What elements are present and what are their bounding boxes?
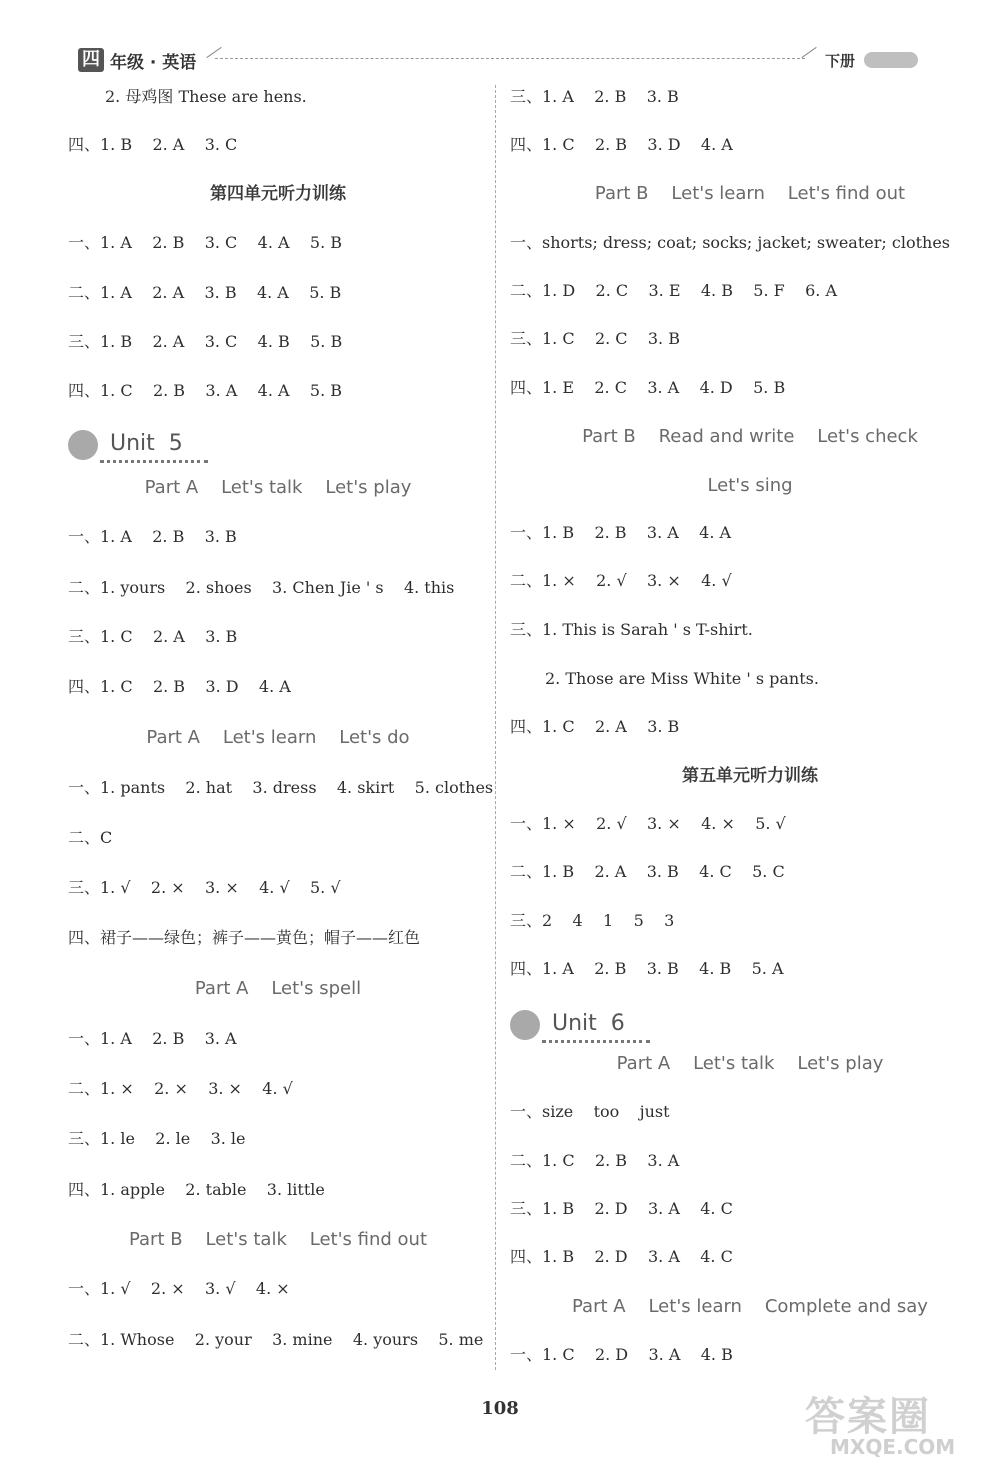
answer-line: 一、1. A 2. B 3. A (68, 1029, 237, 1048)
section-heading: 第五单元听力训练 (682, 766, 818, 786)
answer-line: 四、1. E 2. C 3. A 4. D 5. B (510, 378, 786, 397)
section-heading: Part A Let's learn Let's do (146, 727, 410, 748)
answer-line: 一、1. pants 2. hat 3. dress 4. skirt 5. clothes (68, 778, 494, 797)
section-heading: Let's sing (707, 475, 793, 496)
answer-line: 二、1. B 2. A 3. B 4. C 5. C (510, 862, 785, 881)
watermark (800, 1385, 970, 1465)
grade-subject-label: 年级 · 英语 (110, 53, 197, 73)
answer-line: 一、size too just (510, 1102, 670, 1121)
unit-disc-icon (510, 1010, 540, 1040)
answer-line: 四、1. C 2. B 3. A 4. A 5. B (68, 381, 343, 400)
answer-line: 四、1. A 2. B 3. B 4. B 5. A (510, 959, 784, 978)
edition-logo (864, 52, 918, 68)
unit-disc-icon (68, 430, 98, 460)
answer-line: 二、1. × 2. × 3. × 4. √ (68, 1079, 293, 1098)
answer-line: 四、1. B 2. A 3. C (68, 135, 238, 154)
answer-line: 一、1. × 2. √ 3. × 4. × 5. √ (510, 814, 786, 833)
section-heading: Part B Let's learn Let's find out (594, 183, 906, 204)
answer-line: 四、1. apple 2. table 3. little (68, 1180, 325, 1199)
column-divider (495, 85, 496, 1370)
watermark-url: MXQE.COM (830, 1435, 956, 1459)
answer-line: 三、1. √ 2. × 3. × 4. √ 5. √ (68, 878, 341, 897)
answer-line: 三、1. This is Sarah ' s T-shirt. (510, 620, 753, 639)
header-dashed-rule (215, 58, 805, 59)
section-heading: Part A Let's learn Complete and say (572, 1296, 928, 1317)
answer-line: 2. 母鸡图 These are hens. (105, 87, 307, 106)
answer-line: 四、裙子——绿色；裤子——黄色；帽子——红色 (68, 928, 421, 947)
unit-title-text: Unit 5 (110, 431, 183, 456)
answer-line: 二、1. A 2. A 3. B 4. A 5. B (68, 283, 342, 302)
answer-line: 四、1. C 2. B 3. D 4. A (510, 135, 733, 154)
section-heading: Part B Read and write Let's check (582, 426, 918, 447)
answer-line: 三、2 4 1 5 3 (510, 911, 675, 930)
answer-line: 三、1. A 2. B 3. B (510, 87, 679, 106)
answer-line: 二、1. yours 2. shoes 3. Chen Jie ' s 4. this (68, 578, 455, 597)
answer-line: 二、1. × 2. √ 3. × 4. √ (510, 571, 732, 590)
header-slash-right (801, 47, 816, 58)
grade-badge: 四 (78, 48, 104, 72)
volume-label: 下册 (825, 52, 856, 70)
answer-line: 一、1. A 2. B 3. B (68, 527, 237, 546)
answer-line: 四、1. B 2. D 3. A 4. C (510, 1247, 733, 1266)
answer-line: 2. Those are Miss White ' s pants. (545, 669, 819, 688)
answer-line: 一、1. B 2. B 3. A 4. A (510, 523, 732, 542)
header-slash-left (206, 47, 221, 58)
section-heading: 第四单元听力训练 (210, 184, 346, 204)
answer-line: 四、1. C 2. A 3. B (510, 717, 680, 736)
unit-dotted-underline (100, 460, 208, 463)
answer-line: 三、1. B 2. D 3. A 4. C (510, 1199, 733, 1218)
answer-line: 三、1. C 2. C 3. B (510, 329, 680, 348)
answer-line: 二、1. D 2. C 3. E 4. B 5. F 6. A (510, 281, 837, 300)
answer-line: 三、1. le 2. le 3. le (68, 1129, 246, 1148)
section-heading: Part A Let's talk Let's play (616, 1053, 884, 1074)
answer-line: 一、1. A 2. B 3. C 4. A 5. B (68, 233, 343, 252)
section-heading: Part B Let's talk Let's find out (128, 1229, 428, 1250)
page-header (0, 0, 1000, 80)
answer-line: 二、1. C 2. B 3. A (510, 1151, 680, 1170)
answer-line: 一、1. √ 2. × 3. √ 4. × (68, 1279, 290, 1298)
answer-line: 二、C (68, 828, 113, 847)
watermark-logo: 答案圈 (805, 1394, 931, 1440)
section-heading: Part A Let's talk Let's play (144, 477, 412, 498)
page-number: 108 (481, 1398, 519, 1419)
section-heading: Part A Let's spell (194, 978, 362, 999)
answer-line: 三、1. C 2. A 3. B (68, 627, 238, 646)
answer-line: 一、shorts; dress; coat; socks; jacket; sweater; clothes (510, 233, 950, 252)
answer-line: 四、1. C 2. B 3. D 4. A (68, 677, 291, 696)
answer-line: 二、1. Whose 2. your 3. mine 4. yours 5. me (68, 1330, 484, 1349)
unit-title-text: Unit 6 (552, 1011, 625, 1036)
unit-title (510, 1010, 710, 1046)
unit-title (68, 430, 268, 466)
unit-dotted-underline (542, 1040, 650, 1043)
answer-line: 一、1. C 2. D 3. A 4. B (510, 1345, 733, 1364)
answer-line: 三、1. B 2. A 3. C 4. B 5. B (68, 332, 343, 351)
